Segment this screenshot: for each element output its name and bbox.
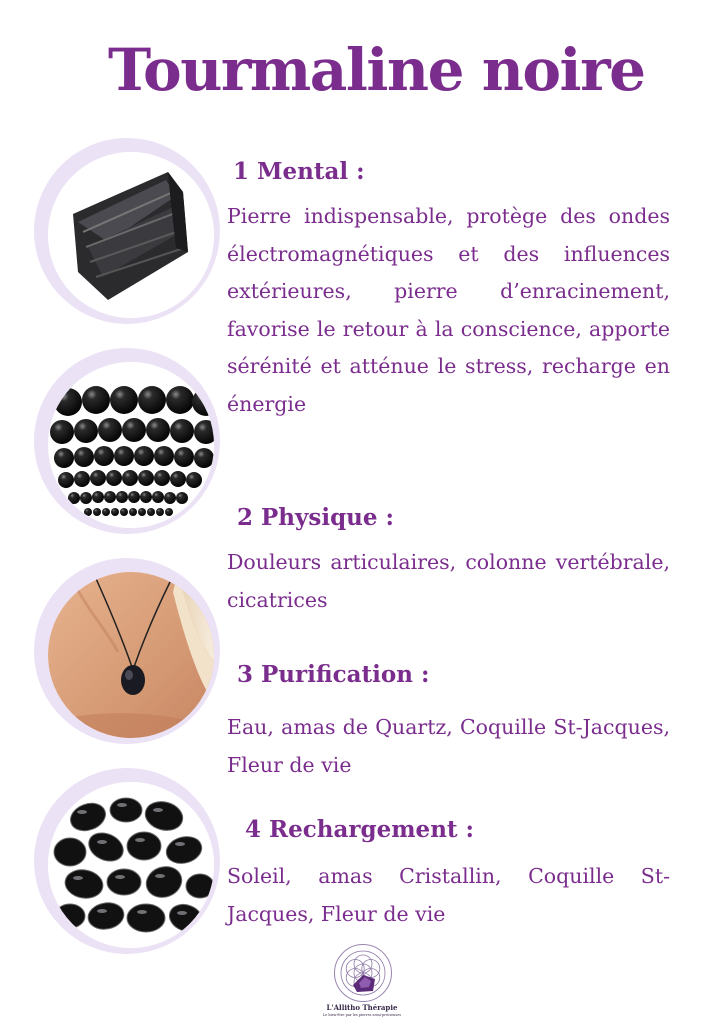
section-text-physique: Douleurs articulaires, colonne vertébrale, cicatrices [227, 550, 670, 612]
section-heading-purification: 3 Purification : [237, 661, 430, 688]
logo-tagline: Le bien-être par les pierres semi-précieuses [322, 1013, 402, 1017]
tumbled-stones-image [38, 772, 218, 952]
pendant-illustration [48, 572, 214, 738]
beads-image [38, 352, 218, 532]
brand-logo [322, 944, 402, 1020]
beads-illustration [48, 362, 214, 528]
section-text-mental: Pierre indispensable, protège des ondes électromagnétiques et des influences extérieures, pierre d’enracinement, favorise le retour à la conscience, apporte sérénité et atténue le stress, recharge en énergie [227, 204, 670, 416]
section-heading-mental: 1 Mental : [233, 158, 365, 185]
section-heading-physique: 2 Physique : [237, 504, 395, 531]
section-heading-rechargement: 4 Rechargement : [245, 816, 475, 843]
section-text-purification: Eau, amas de Quartz, Coquille St-Jacques, Fleur de vie [227, 715, 670, 777]
tumbled-stones-illustration [48, 782, 214, 948]
page-title: Tourmaline noire [108, 36, 645, 104]
logo-name: L'Allitho Thérapie [326, 1003, 398, 1012]
flower-of-life-icon [334, 944, 392, 1002]
raw-crystal-image [38, 142, 218, 322]
raw-crystal-illustration [48, 152, 214, 318]
section-text-rechargement: Soleil, amas Cristallin, Coquille St-Jacques, Fleur de vie [227, 864, 670, 926]
pendant-image [38, 562, 218, 742]
